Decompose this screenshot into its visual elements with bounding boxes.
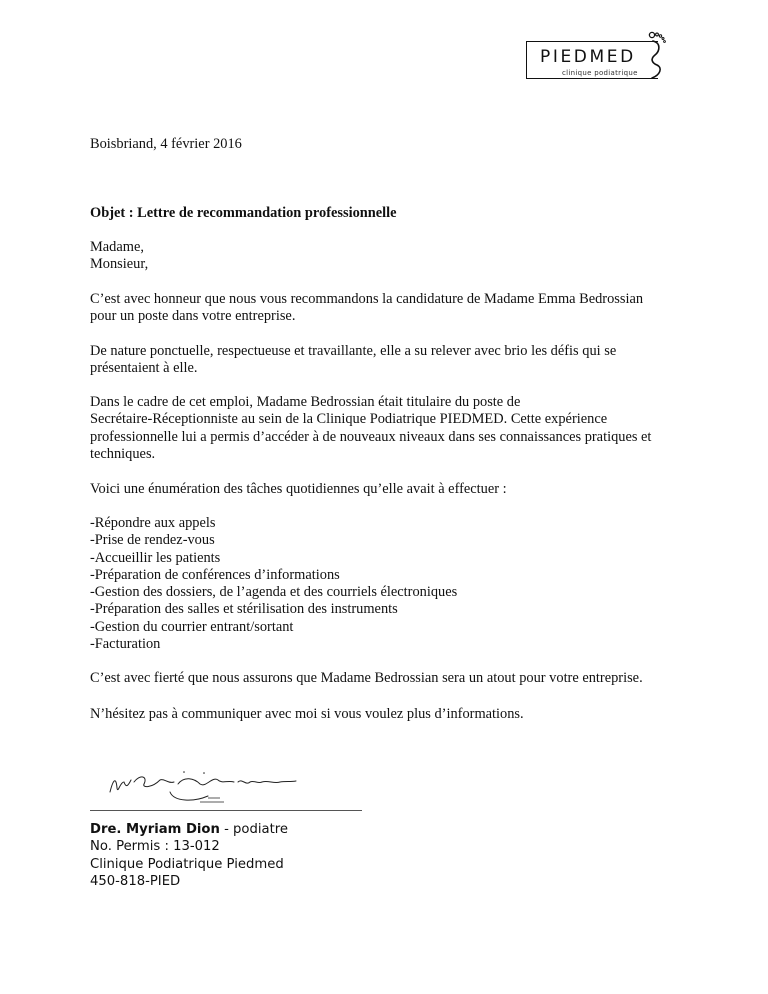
salutation-line: Monsieur, [90, 256, 149, 273]
paragraph-line: présentaient à elle. [90, 360, 198, 377]
signature-line [90, 810, 362, 811]
salutation [90, 239, 710, 274]
paragraph-line: De nature ponctuelle, respectueuse et travaillante, elle a su relever avec brio les défis qui se [90, 343, 617, 359]
signatory-name: Dre. Myriam Dion [90, 822, 220, 837]
list-item: -Gestion du courrier entrant/sortant [90, 618, 294, 635]
closing-contact: N’hésitez pas à communiquer avec moi si vous voulez plus d’informations. [90, 706, 524, 722]
list-item: -Facturation [90, 636, 161, 653]
signatory-phone: 450-818-PIED [90, 873, 181, 889]
letter-date: Boisbriand, 4 février 2016 [90, 136, 242, 152]
paragraph-line: techniques. [90, 445, 156, 462]
handwritten-signature [104, 766, 304, 806]
paragraph-line: pour un poste dans votre entreprise. [90, 308, 296, 325]
logo-tagline: clinique podiatrique [562, 69, 638, 77]
logo-brand: PIEDMED [540, 47, 636, 67]
paragraph-experience [90, 394, 710, 463]
list-item: -Répondre aux appels [90, 515, 216, 531]
paragraph-intro [90, 291, 710, 326]
signatory-name-line [90, 821, 710, 838]
list-item: -Préparation de conférences d’informations [90, 566, 340, 583]
footprint-icon [644, 31, 668, 81]
list-item: -Préparation des salles et stérilisation des instruments [90, 601, 398, 618]
paragraph-qualities [90, 343, 710, 378]
paragraph-line: Dans le cadre de cet emploi, Madame Bedrossian était titulaire du poste de [90, 394, 521, 410]
piedmed-logo [526, 31, 667, 83]
list-item: -Gestion des dossiers, de l’agenda et des courriels électroniques [90, 584, 458, 601]
letter-subject: Objet : Lettre de recommandation professionnelle [90, 205, 397, 221]
salutation-line: Madame, [90, 239, 144, 255]
signatory-block [90, 821, 710, 890]
signatory-clinic: Clinique Podiatrique Piedmed [90, 856, 284, 872]
signatory-permit: No. Permis : 13-012 [90, 839, 220, 855]
paragraph-line: Secrétaire-Réceptionniste au sein de la Clinique Podiatrique PIEDMED. Cette expérience [90, 411, 608, 428]
signatory-title: - podiatre [219, 822, 289, 837]
paragraph-line: C’est avec honneur que nous vous recommandons la candidature de Madame Emma Bedrossian [90, 291, 644, 307]
list-item: -Prise de rendez-vous [90, 532, 215, 549]
paragraph-line: professionnelle lui a permis d’accéder à de nouveaux niveaux dans ses connaissances pratiques et [90, 428, 652, 445]
list-item: -Accueillir les patients [90, 549, 221, 566]
task-list [90, 515, 710, 653]
closing-statement: C’est avec fierté que nous assurons que Madame Bedrossian sera un atout pour votre entreprise. [90, 670, 643, 686]
tasks-intro: Voici une énumération des tâches quotidiennes qu’elle avait à effectuer : [90, 481, 507, 497]
